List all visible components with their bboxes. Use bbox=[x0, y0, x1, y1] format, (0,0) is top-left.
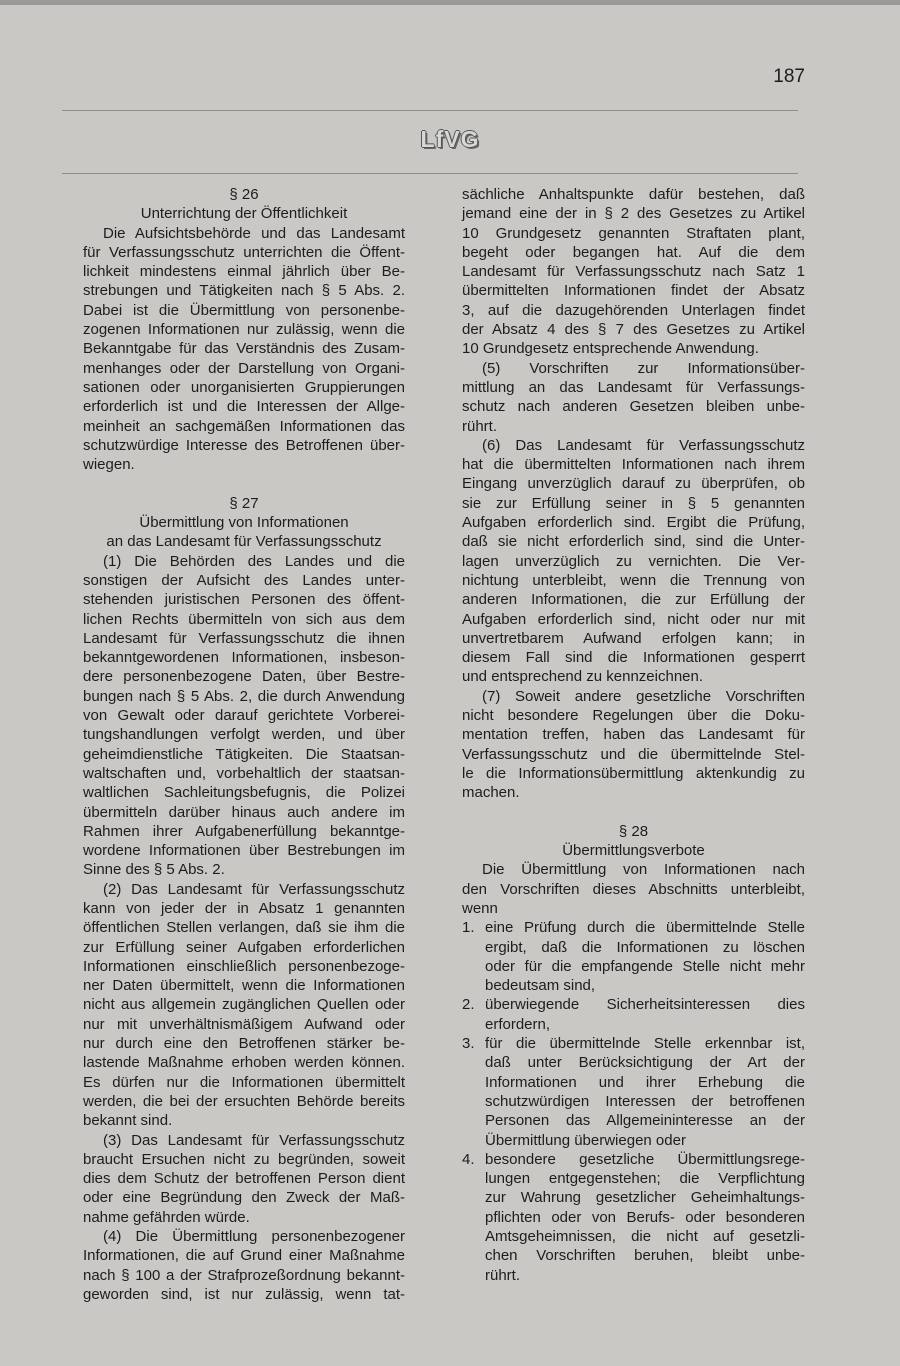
text-line: zur Wahrung gesetzlicher Geheimhaltungs- bbox=[485, 1189, 805, 1207]
paragraph bbox=[83, 552, 405, 880]
list-item bbox=[462, 995, 805, 1034]
list-number: 1. bbox=[462, 919, 475, 937]
text-line: Die Übermittlung von Informationen nach bbox=[482, 861, 805, 879]
text-line: bekanntgewordenen Informationen, insbeson- bbox=[83, 649, 405, 667]
paragraph bbox=[462, 860, 805, 918]
paragraph bbox=[462, 687, 805, 803]
header-rule-top bbox=[62, 110, 798, 111]
text-line: (6) Das Landesamt für Verfassungsschutz bbox=[482, 436, 805, 454]
text-line: sationen oder unorganisierten Gruppierungen bbox=[83, 378, 405, 396]
text-line: sächliche Anhaltspunkte dafür bestehen, daß bbox=[462, 186, 805, 203]
text-line: 3, auf die dazugehörenden Unterlagen findet bbox=[462, 301, 805, 319]
text-line: braucht Ersuchen nicht zu begründen, soweit bbox=[83, 1150, 405, 1168]
text-line: nicht aus allgemein zugänglichen Quellen oder bbox=[83, 996, 405, 1014]
text-line: 10 Grundgesetz genannten Straftaten plant, bbox=[462, 224, 805, 242]
text-line: anderen Informationen, die zur Erfüllung der bbox=[462, 591, 805, 609]
text-line: mentation treffen, haben das Landesamt für bbox=[462, 726, 805, 744]
text-line: jemand eine der in § 2 des Gesetzes zu Artikel bbox=[462, 205, 805, 223]
heading-line: Übermittlung von Informationen bbox=[139, 514, 349, 532]
text-line: übermitteln darüber hinaus auch andere im bbox=[83, 803, 405, 821]
text-line: eine Prüfung durch die übermittelnde Stelle bbox=[485, 919, 805, 937]
text-line: dies dem Schutz der betroffenen Person dient bbox=[83, 1170, 405, 1188]
blank-line bbox=[462, 803, 805, 822]
text-line: und entsprechend zu kennzeichnen. bbox=[462, 668, 704, 686]
heading-line: § 28 bbox=[618, 822, 649, 840]
text-line: Amtsgeheimnissen, die nicht auf gesetzli- bbox=[485, 1228, 805, 1246]
text-line: schutzwürdigen Interessen der betroffenen bbox=[485, 1092, 805, 1110]
text-line: machen. bbox=[462, 784, 520, 802]
text-line: erforderlich ist und die Interessen der Allge- bbox=[83, 398, 405, 416]
paragraph bbox=[83, 880, 405, 1131]
paragraph bbox=[83, 1131, 405, 1227]
text-line: stehenden juristischen Personen des öffent- bbox=[83, 591, 405, 609]
list-number: 2. bbox=[462, 996, 475, 1014]
text-line: tungshandlungen verfolgt werden, und über bbox=[83, 726, 405, 744]
text-line: pflichten oder von Berufs- oder besonderen bbox=[485, 1208, 805, 1226]
text-line: Landesamt für Verfassungsschutz nach Satz 1 bbox=[462, 263, 805, 281]
text-line: chen Vorschriften beruhen, bleibt unbe- bbox=[485, 1247, 805, 1265]
header-rule-bottom bbox=[62, 173, 798, 174]
text-line: unvertretbarem Aufwand erfolgen kann; in bbox=[462, 629, 805, 647]
text-line: von Gewalt oder darauf gerichtete Vorberei- bbox=[83, 707, 405, 725]
text-line: hat die übermittelten Informationen nach ihrem bbox=[462, 456, 805, 474]
text-line: nichtung unterbleibt, wenn die Trennung von bbox=[462, 571, 805, 589]
text-line: Die Aufsichtsbehörde und das Landesamt bbox=[103, 224, 405, 242]
paragraph bbox=[83, 1227, 405, 1304]
paragraph bbox=[83, 224, 405, 475]
text-line: bungen nach § 5 Abs. 2, die durch Anwendung bbox=[83, 687, 405, 705]
text-line: Informationen und ihrer Erhebung die bbox=[485, 1073, 805, 1091]
paragraph bbox=[462, 359, 805, 436]
section-heading bbox=[83, 185, 405, 224]
text-line: lungen entgegenstehen; die Verpflichtung bbox=[485, 1170, 805, 1188]
text-line: (2) Das Landesamt für Verfassungsschutz bbox=[103, 880, 405, 898]
text-line: erfordern, bbox=[485, 1015, 551, 1033]
text-line: nahme gefährden würde. bbox=[83, 1208, 250, 1226]
text-line: Landesamt für Verfassungsschutz die ihnen bbox=[83, 629, 405, 647]
text-line: lichkeit mindestens einmal jährlich über Be- bbox=[83, 263, 405, 281]
text-line: lichen Rechts übermitteln von sich aus dem bbox=[83, 610, 405, 628]
heading-line: § 26 bbox=[229, 186, 259, 203]
text-line: den Vorschriften dieses Abschnitts unterbleibt, bbox=[462, 880, 805, 898]
text-line: besondere gesetzliche Übermittlungsrege- bbox=[485, 1150, 805, 1168]
text-line: Aufgaben erforderlich sind. Ergibt die Prüfung, bbox=[462, 514, 805, 532]
text-line: oder eine Begründung den Zweck der Maß- bbox=[83, 1189, 405, 1207]
page-number: 187 bbox=[773, 66, 805, 87]
text-line: Dabei ist die Übermittlung von personenbe- bbox=[83, 301, 405, 319]
text-line: begeht oder begangen hat. Auf die dem bbox=[462, 243, 805, 261]
text-line: ner Daten übermittelt, wenn die Informationen bbox=[83, 977, 405, 995]
list-item bbox=[462, 1034, 805, 1150]
text-line: nach § 100 a der Strafprozeßordnung bekannt- bbox=[83, 1266, 405, 1284]
text-line: waltlichen Sachleitungsbefugnis, die Polizei bbox=[83, 784, 405, 802]
heading-line: an das Landesamt für Verfassungsschutz bbox=[106, 533, 382, 551]
text-line: (1) Die Behörden des Landes und die bbox=[103, 552, 405, 570]
text-line: menhanges oder der Darstellung von Organi- bbox=[83, 359, 405, 377]
heading-line: § 27 bbox=[229, 494, 259, 512]
text-line: ergibt, daß die Informationen zu löschen bbox=[485, 938, 805, 956]
text-line: Sinne des § 5 Abs. 2. bbox=[83, 861, 225, 879]
text-line: Eingang unverzüglich darauf zu überprüfen, ob bbox=[462, 475, 805, 493]
section-heading bbox=[83, 494, 405, 552]
text-line: (5) Vorschriften zur Informationsüber- bbox=[482, 359, 805, 377]
text-line: Rahmen ihrer Aufgabenerfüllung bekanntge- bbox=[83, 822, 405, 840]
left-column bbox=[83, 185, 405, 1304]
text-line: nur mit unverhältnismäßigem Aufwand oder bbox=[83, 1015, 405, 1033]
scan-edge bbox=[0, 0, 900, 5]
text-line: bedeutsam sind, bbox=[485, 977, 596, 995]
text-line: für Verfassungsschutz unterrichten die Öffent- bbox=[83, 243, 405, 261]
heading-line: Übermittlungsverbote bbox=[562, 842, 705, 860]
text-line: Verfassungsschutz und die übermittelnde Stel- bbox=[462, 745, 805, 763]
text-line: Informationen einschließlich personenbezoge- bbox=[83, 957, 405, 975]
text-line: Es dürfen nur die Informationen übermittelt bbox=[83, 1073, 405, 1091]
blank-line bbox=[83, 474, 405, 493]
text-line: wenn bbox=[462, 899, 498, 917]
list-number: 4. bbox=[462, 1150, 475, 1168]
text-line: (7) Soweit andere gesetzliche Vorschriften bbox=[482, 687, 805, 705]
text-line: lastende Maßnahme erhoben werden können. bbox=[83, 1054, 405, 1072]
paragraph bbox=[462, 436, 805, 687]
text-line: überwiegende Sicherheitsinteressen dies bbox=[485, 996, 805, 1014]
text-line: nicht besondere Regelungen über die Doku- bbox=[462, 707, 805, 725]
right-column bbox=[462, 185, 805, 1285]
text-line: dere personenbezogene Daten, über Bestre- bbox=[83, 668, 405, 686]
text-line: zogenen Informationen nur zulässig, wenn die bbox=[83, 321, 405, 339]
text-line: wiegen. bbox=[83, 456, 135, 474]
text-line: oder für die empfangende Stelle nicht mehr bbox=[485, 957, 805, 975]
text-line: zur Erfüllung seiner Aufgaben erforderlichen bbox=[83, 938, 405, 956]
text-line: daß unter Berücksichtigung der Art der bbox=[485, 1054, 805, 1072]
text-line: der Absatz 4 des § 7 des Gesetzes zu Artikel bbox=[462, 321, 805, 339]
text-line: wordene Informationen über Bestrebungen im bbox=[83, 842, 405, 860]
text-line: meinheit an sachgemäßen Informationen das bbox=[83, 417, 405, 435]
text-line: schutzwürdige Interesse des Betroffenen über- bbox=[83, 436, 405, 454]
list-item bbox=[462, 918, 805, 995]
text-line: Personen das Allgemeininteresse an der bbox=[485, 1112, 805, 1130]
text-line: schutz nach anderen Gesetzen bleiben unbe- bbox=[462, 398, 805, 416]
heading-line: Unterrichtung der Öffentlichkeit bbox=[140, 205, 348, 223]
text-line: diesem Fall sind die Informationen gesperrt bbox=[462, 649, 805, 667]
text-line: kann von jeder der in Absatz 1 genannten bbox=[83, 899, 405, 917]
text-line: geheimdienstliche Tätigkeiten. Die Staatsan- bbox=[83, 745, 405, 763]
text-line: für die übermittelnde Stelle erkennbar ist, bbox=[485, 1035, 805, 1053]
text-line: Aufgaben erforderlich sind, nicht oder nur mit bbox=[462, 610, 805, 628]
list-item bbox=[462, 1150, 805, 1285]
paragraph bbox=[462, 185, 805, 359]
text-line: rührt. bbox=[462, 417, 498, 435]
text-line: Informationen, die auf Grund einer Maßnahme bbox=[83, 1247, 405, 1265]
text-line: werden, die bei der ersuchten Behörde bereits bbox=[83, 1092, 405, 1110]
running-header-logo: LfVG bbox=[420, 126, 480, 152]
text-line: sie zur Erfüllung seiner in § 5 genannten bbox=[462, 494, 805, 512]
text-line: rührt. bbox=[485, 1266, 521, 1284]
text-line: nur durch eine den Betroffenen stärker be- bbox=[83, 1035, 405, 1053]
text-line: (4) Die Übermittlung personenbezogener bbox=[103, 1228, 405, 1246]
list-number: 3. bbox=[462, 1035, 475, 1053]
text-line: (3) Das Landesamt für Verfassungsschutz bbox=[103, 1131, 405, 1149]
text-line: le die Informationsübermittlung aktenkundig zu bbox=[462, 764, 805, 782]
section-heading bbox=[462, 822, 805, 861]
text-line: Übermittlung überwiegen oder bbox=[485, 1131, 686, 1149]
text-line: strebungen und Tätigkeiten nach § 5 Abs. 2. bbox=[83, 282, 405, 300]
text-line: lagen unverzüglich zu vernichten. Die Ver- bbox=[462, 552, 805, 570]
text-line: geworden sind, ist nur zulässig, wenn tat- bbox=[83, 1285, 405, 1303]
text-line: öffentlichen Stellen verlangen, daß sie ihm die bbox=[83, 919, 405, 937]
text-line: bekannt sind. bbox=[83, 1112, 173, 1130]
text-line: übermittelten Informationen findet der Absatz bbox=[462, 282, 805, 300]
text-line: waltschaften und, vorbehaltlich der staatsan- bbox=[83, 764, 405, 782]
text-line: mittlung an das Landesamt für Verfassungs- bbox=[462, 378, 805, 396]
text-line: daß sie nicht erforderlich sind, sind die Unter- bbox=[462, 533, 805, 551]
text-line: sonstigen der Aufsicht des Landes unter- bbox=[83, 571, 405, 589]
text-line: 10 Grundgesetz entsprechende Anwendung. bbox=[462, 340, 759, 358]
text-line: Bekanntgabe für das Verständnis des Zusam- bbox=[83, 340, 405, 358]
